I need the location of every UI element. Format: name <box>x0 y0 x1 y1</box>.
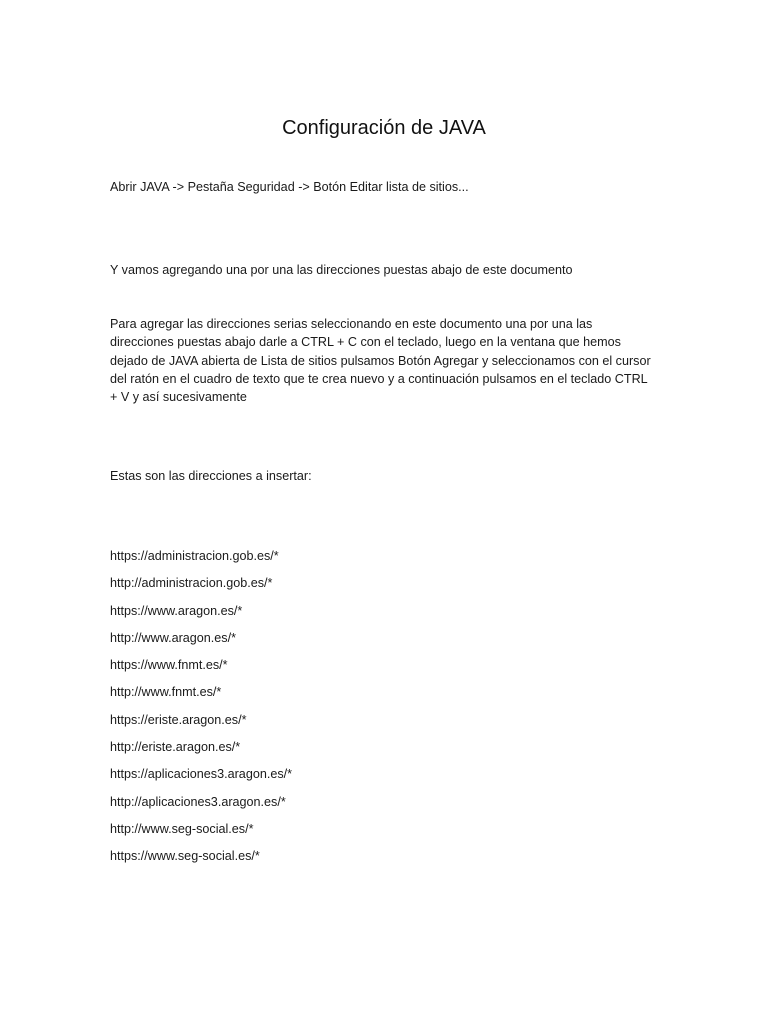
url-item: http://eriste.aragon.es/* <box>110 740 241 755</box>
url-item: http://aplicaciones3.aragon.es/* <box>110 794 286 809</box>
url-item: https://www.aragon.es/* <box>110 603 243 618</box>
instructions-paragraph: Para agregar las direcciones serias seleccionando en este documento una por una las direcciones puestas abajo darle a CTRL + C con el teclado, luego en la ventana que hemos dejado de JAVA abierta de Lista de sitios pulsamos Botón Agregar y seleccionamos con el cursor del ratón en el cuadro de texto que te crea nuevo y a continuación pulsamos en el teclado CTRL + V y así sucesivamente <box>110 317 651 405</box>
url-item: https://eriste.aragon.es/* <box>110 712 247 727</box>
url-item: http://administracion.gob.es/* <box>110 576 273 591</box>
url-list <box>110 547 292 875</box>
url-item: https://aplicaciones3.aragon.es/* <box>110 767 293 782</box>
document-title: Configuración de JAVA <box>282 117 486 139</box>
url-item: http://www.aragon.es/* <box>110 630 237 645</box>
url-item: http://www.seg-social.es/* <box>110 821 254 836</box>
intro-paragraph: Y vamos agregando una por una las direcciones puestas abajo de este documento <box>110 263 573 277</box>
url-item: https://www.fnmt.es/* <box>110 658 228 673</box>
url-item: https://administracion.gob.es/* <box>110 549 279 563</box>
steps-paragraph: Abrir JAVA -> Pestaña Seguridad -> Botón Editar lista de sitios... <box>110 180 469 194</box>
url-item: https://www.seg-social.es/* <box>110 849 260 864</box>
url-item: http://www.fnmt.es/* <box>110 685 222 700</box>
list-heading: Estas son las direcciones a insertar: <box>110 469 312 483</box>
